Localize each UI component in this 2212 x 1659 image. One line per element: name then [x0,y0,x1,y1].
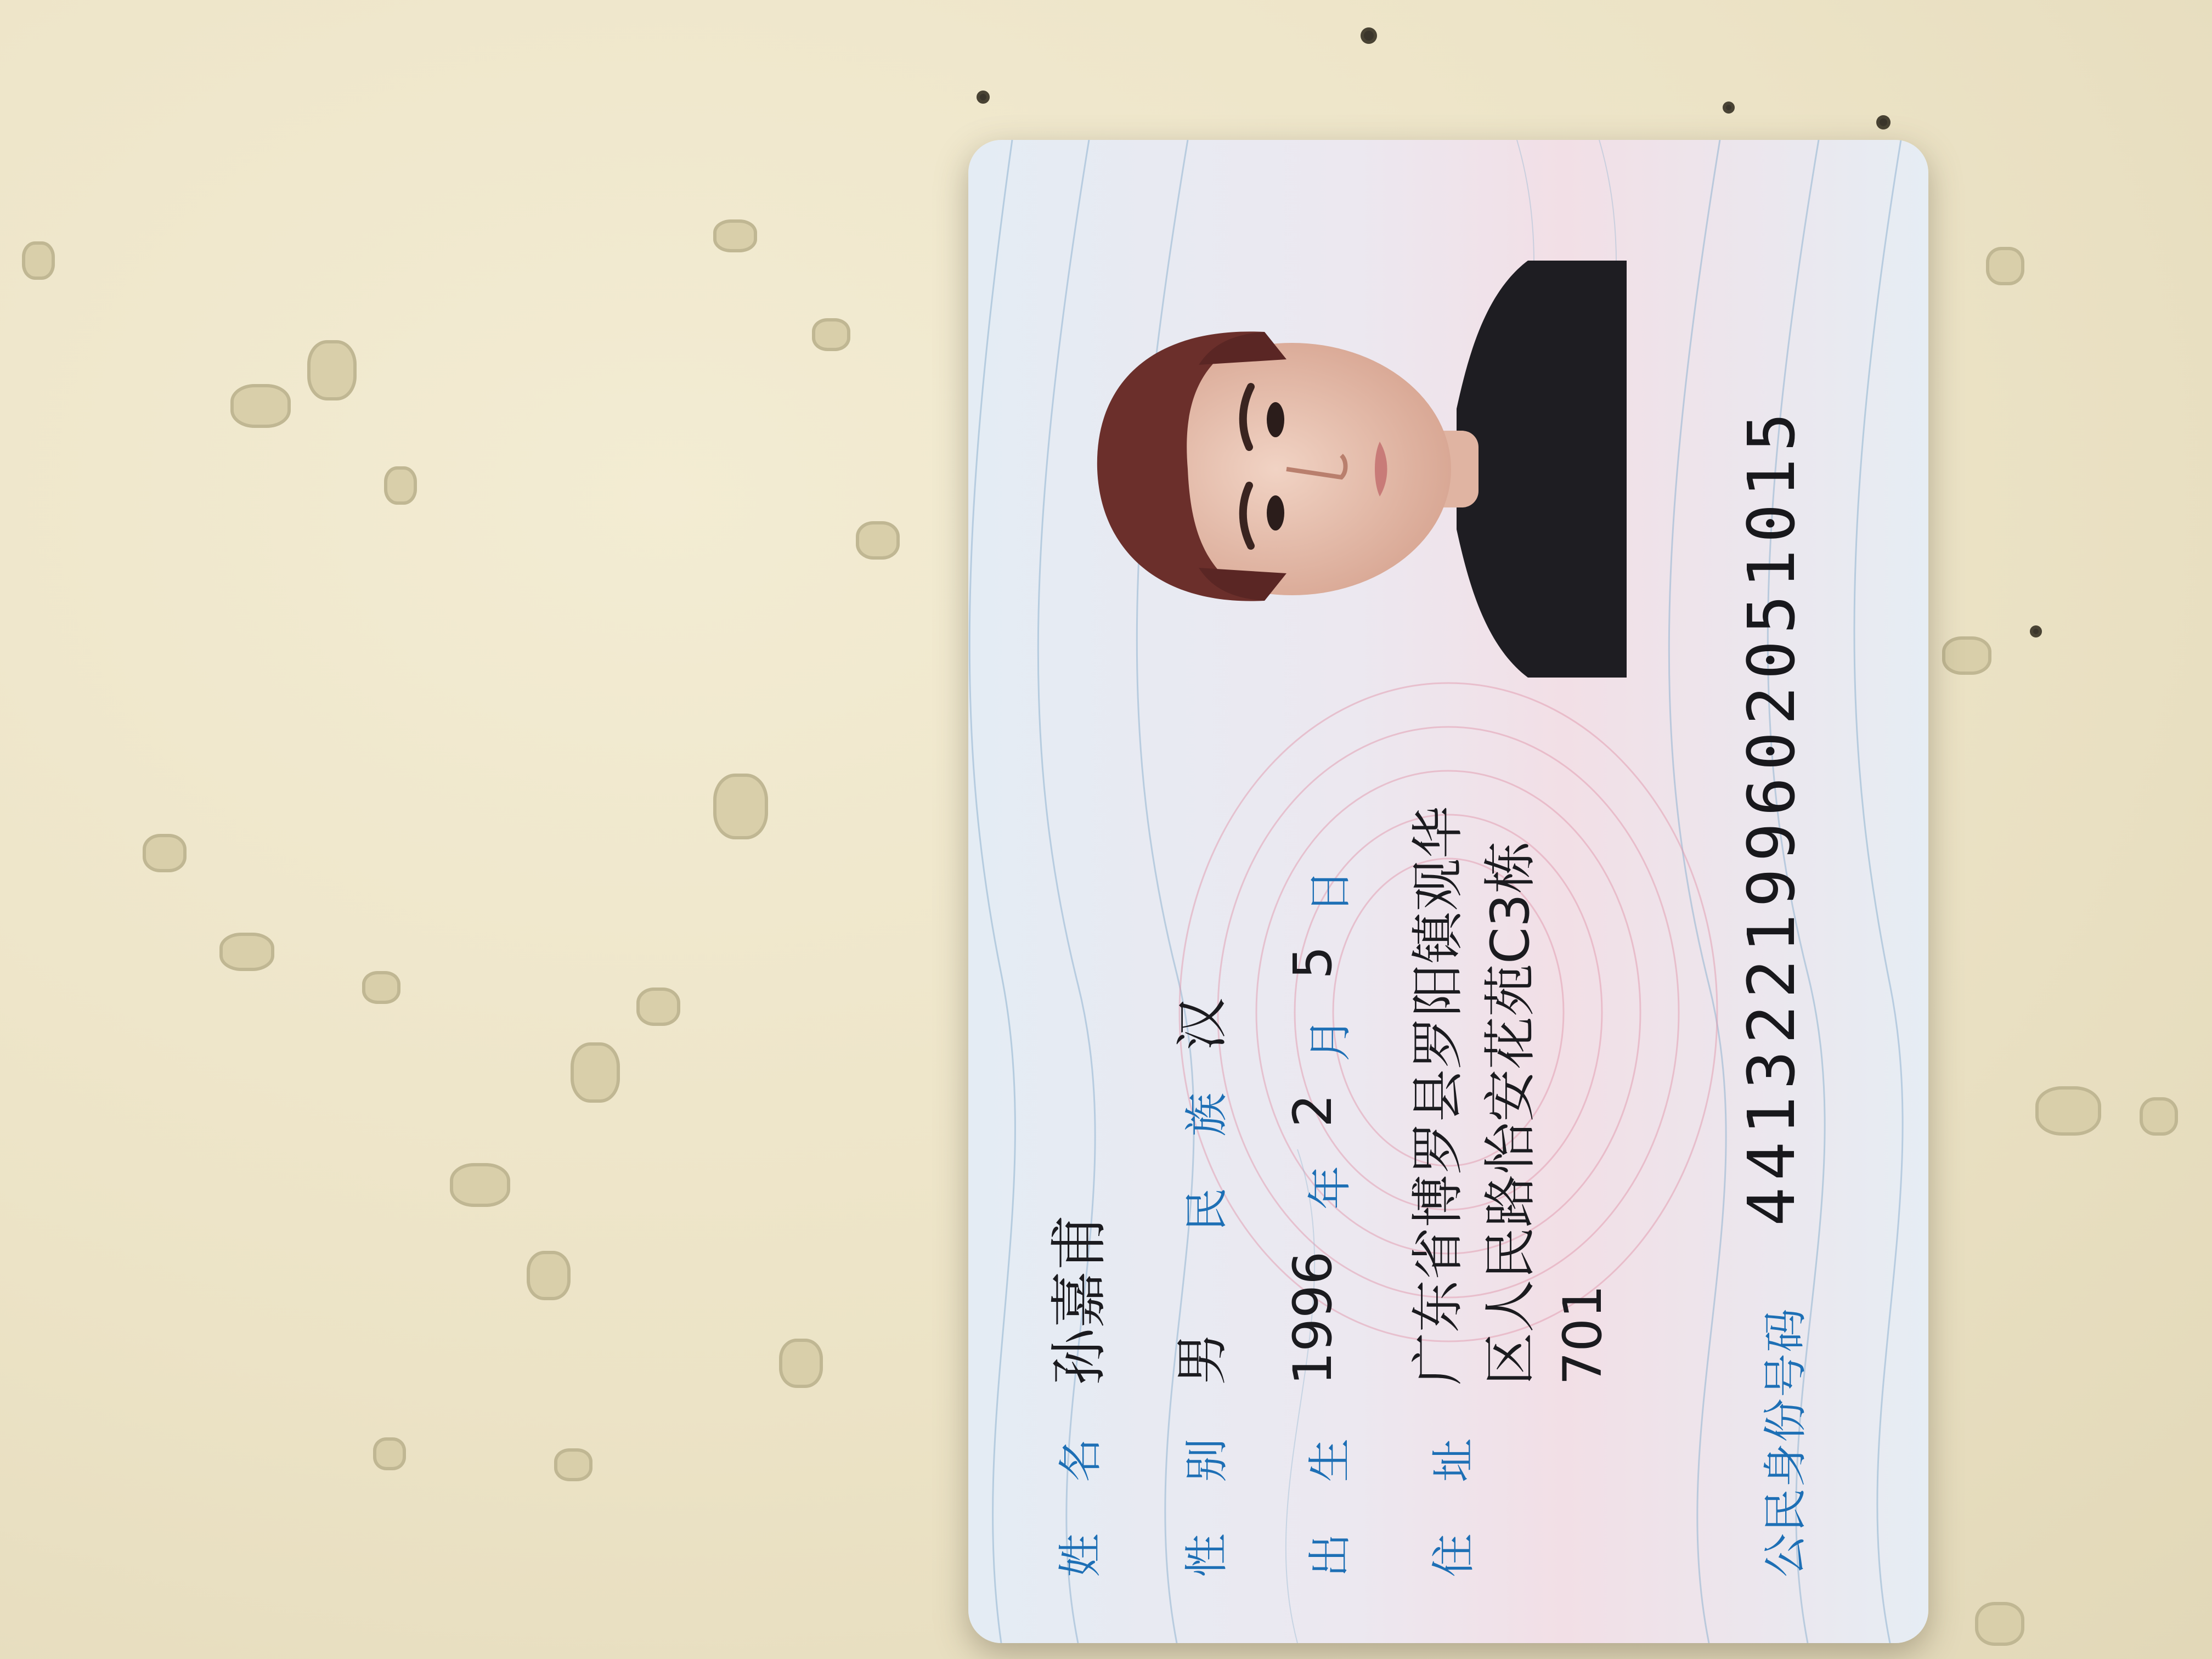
speck [373,1437,406,1470]
speck [554,1448,592,1481]
birth-month: 2 [1282,1093,1344,1127]
year-unit: 年 [1305,1147,1356,1210]
sex-label: 性 别 [1181,1419,1232,1577]
speck [812,318,850,351]
speck [143,834,187,872]
address-line-1: 广东省博罗县罗阳镇观华 [1407,806,1469,1385]
speck [1975,1602,2024,1646]
address-line-2: 区人民路怡安花苑C3栋 [1480,840,1541,1385]
birth-year: 1996 [1282,1251,1344,1385]
speck [230,384,291,428]
speck [1986,247,2024,285]
speck [2035,1086,2101,1136]
speck [636,988,680,1026]
speck [219,933,274,971]
speck [450,1163,510,1207]
speck [779,1339,823,1388]
day-unit: 日 [1305,851,1356,913]
sex-value: 男 [1171,1333,1233,1385]
name-value: 孙嘉甫 [1046,1214,1113,1385]
name-label: 姓 名 [1055,1419,1106,1577]
ethnicity-label: 民 族 [1181,1074,1232,1232]
address-value [1402,806,1619,1385]
speck [713,774,768,839]
address-label: 住 址 [1428,1419,1479,1577]
speck [1876,115,1891,129]
month-unit: 月 [1305,999,1356,1062]
id-number-label: 公民身份号码 [1760,1307,1811,1577]
speck [22,241,55,280]
speck [527,1251,571,1300]
speck [1361,27,1377,44]
address-line-3: 701 [1552,1284,1613,1385]
speck [713,219,757,252]
birth-day: 5 [1282,945,1344,979]
speck [307,340,357,400]
portrait-photo-icon [1034,228,1627,710]
ethnicity-value: 汉 [1171,998,1233,1051]
id-number-value: 441322199602051015 [1734,406,1809,1226]
speck [1723,101,1735,114]
speck [2030,625,2042,637]
speck [977,91,990,104]
birth-label: 出 生 [1305,1419,1356,1577]
speck [1942,636,1991,675]
speck [384,466,417,505]
id-card [968,140,1928,1643]
speck [2140,1097,2178,1136]
speck [856,521,900,560]
id-card-face [968,140,1928,1643]
speck [571,1042,620,1103]
speck [362,971,400,1004]
